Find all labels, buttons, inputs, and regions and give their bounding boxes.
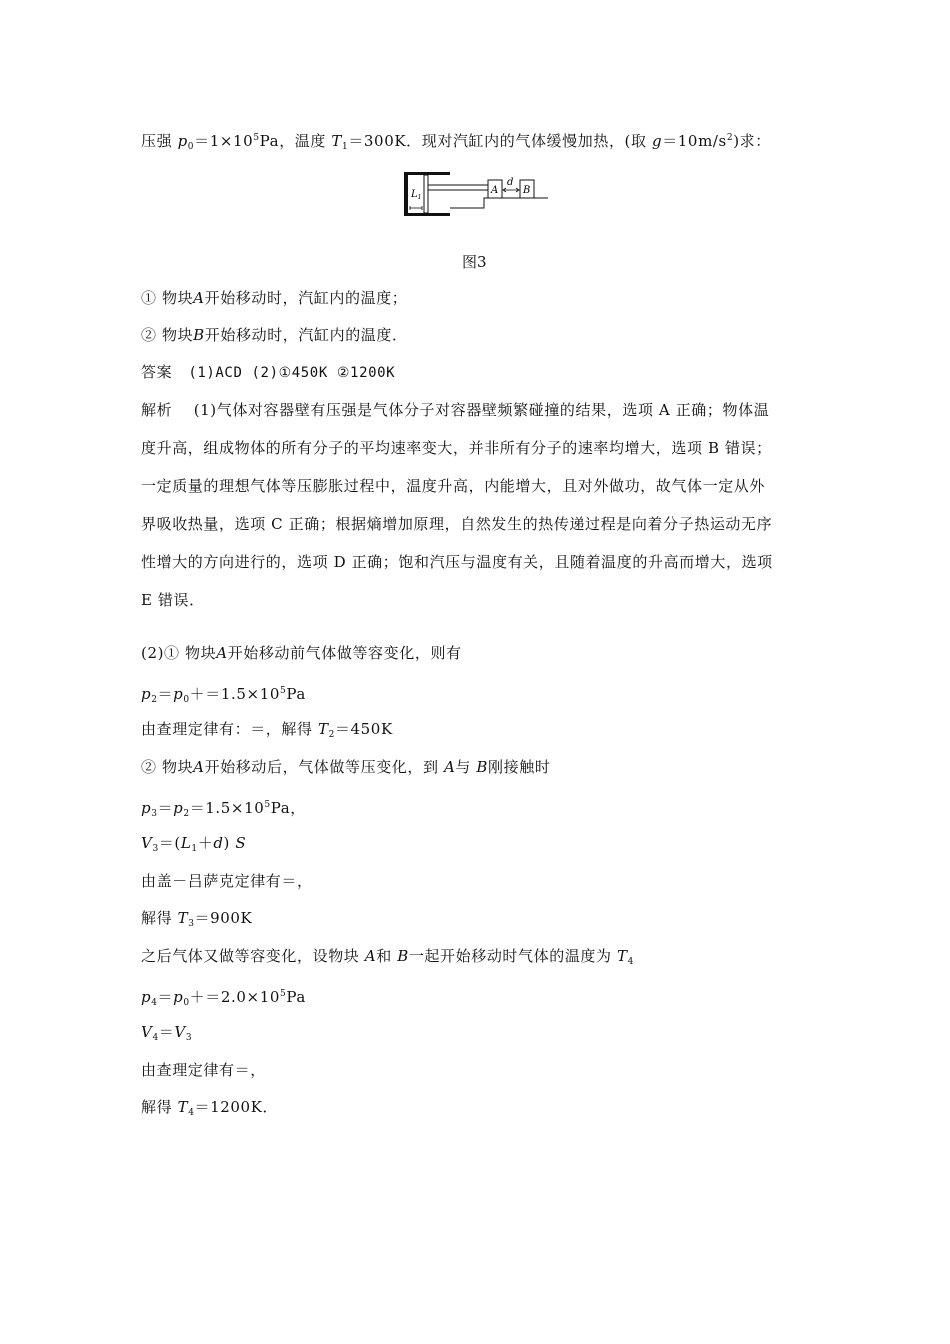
length-L1-marker — [410, 206, 422, 210]
solution-line-2: $p_2=p_0+=1.5\times 10^5Pa$ — [141, 685, 306, 705]
analysis-line-3: 一定质量的理想气体等压膨胀过程中，温度升高，内能增大，且对外做功，故气体一定从外 — [141, 477, 766, 495]
solution-line-7: 由盖－吕萨克定律有＝， — [141, 872, 313, 890]
analysis-line-2: 度升高，组成物体的所有分子的平均速率变大，并非所有分子的速率均增大，选项 B 错误； — [141, 439, 772, 457]
solution-line-4: ② 物块A开始移动后，气体做等压变化，到 A与 B刚接触时 — [141, 758, 551, 776]
piston — [424, 175, 428, 213]
solution-line-12: 由查理定律有＝， — [141, 1061, 266, 1079]
analysis-line-1: 解析 (1)气体对容器壁有压强是气体分子对容器壁频繁碰撞的结果，选项 A 正确；物体温 — [141, 401, 770, 419]
figure-caption: 图3 — [462, 253, 487, 271]
label-d: d — [507, 177, 514, 188]
piston-rod — [428, 185, 488, 190]
analysis-line-6: E 错误． — [141, 591, 205, 609]
label-L1: $L_1$ — [411, 189, 422, 201]
question-1: ① 物块A开始移动时，汽缸内的温度； — [141, 289, 408, 307]
distance-d-marker — [503, 188, 519, 192]
solution-line-9: 之后气体又做等容变化，设物块 A和 B一起开始移动时气体的温度为 $T_4$ — [141, 947, 634, 967]
label-A: A — [491, 185, 499, 196]
analysis-line-4: 界吸收热量，选项 C 正确；根据熵增加原理，自然发生的热传递过程是向着分子热运动无序 — [141, 515, 773, 533]
solution-line-6: $V_3=(L_1+d)$ S — [141, 834, 247, 854]
label-B: B — [523, 185, 531, 196]
analysis-label: 解析 — [141, 401, 173, 419]
solution-line-10: $p_4=p_0+=2.0\times 10^5Pa$ — [141, 988, 306, 1008]
answer-line — [141, 362, 395, 383]
solution-line-13: 解得 $T_4=1200K$． — [141, 1098, 279, 1118]
solution-line-5: $p_3=p_2=1.5\times 10^5Pa$， — [141, 799, 306, 819]
answer-text: (1)ACD (2)①450K ②1200K — [188, 365, 396, 381]
solution-line-11: $V_4=V_3$ — [141, 1023, 193, 1043]
solution-line-8: 解得 $T_3=900K$ — [141, 909, 253, 929]
solution-line-1: (2)① 物块A开始移动前气体做等容变化，则有 — [141, 644, 462, 662]
ground-surface — [450, 198, 548, 208]
answer-label: 答案 — [141, 363, 173, 381]
analysis-line-5: 性增大的方向进行的，选项 D 正确；饱和汽压与温度有关，且随着温度的升高而增大，选项 — [141, 553, 773, 571]
question-2: ② 物块B开始移动时，汽缸内的温度． — [141, 326, 408, 344]
problem-condition-line: 压强 $p_0=1\times 10^5Pa$，温度 $T_1=300K$．现对汽缸内的气体缓慢加热，(取 $g=10m/s^2$)求： — [141, 132, 771, 152]
cylinder-diagram — [400, 170, 550, 220]
solution-line-3: 由查理定律有：＝，解得 $T_2=450K$ — [141, 720, 393, 740]
